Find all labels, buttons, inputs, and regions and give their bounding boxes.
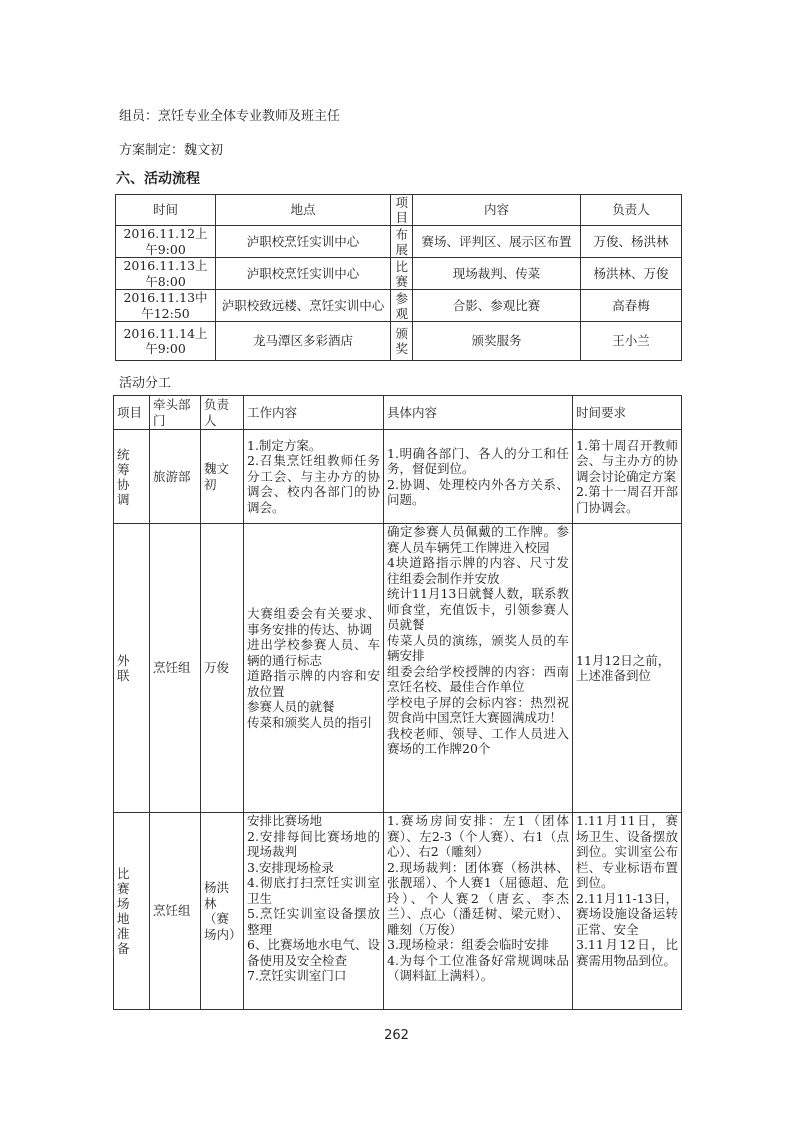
table-row bbox=[114, 430, 682, 524]
item-cell bbox=[114, 430, 150, 524]
members-line: 组员：烹饪专业全体专业教师及班主任 bbox=[119, 109, 341, 124]
header-cell: 项目 bbox=[114, 396, 150, 430]
content-cell: 赛场、评判区、展示区布置 bbox=[413, 226, 581, 258]
item-text: 统筹协调 bbox=[117, 446, 130, 507]
detail-cell: 1.明确各部门、各人的分工和任务，督促到位。 2.协调、处理校内外各方关系、问题。 bbox=[384, 430, 573, 524]
header-cell: 地点 bbox=[216, 195, 391, 226]
owner-cell: 杨洪林、万俊 bbox=[581, 258, 682, 290]
item-text: 颁奖 bbox=[395, 326, 409, 356]
duty-assignment-table bbox=[113, 395, 682, 1010]
header-cell: 时间 bbox=[116, 195, 216, 226]
time-cell: 2016.11.14上午9:00 bbox=[116, 322, 216, 361]
owner-cell: 万俊 bbox=[201, 524, 244, 813]
owner-cell: 王小兰 bbox=[581, 322, 682, 361]
item-text: 比赛 bbox=[395, 258, 409, 289]
work-cell: 大赛组委会有关要求、事务安排的传达、协调 进出学校参赛人员、车辆的通行标志 道路指示牌的内容和安放位置 参赛人员的就餐 传菜和颁奖人员的指引 bbox=[244, 524, 384, 813]
header-cell: 负责人 bbox=[201, 396, 244, 430]
time-cell: 2016.11.13上午8:00 bbox=[116, 258, 216, 290]
deadline-cell: 1.第十周召开教师会、与主办方的协调会讨论确定方案 2.第十一周召开部门协调会。 bbox=[573, 430, 682, 524]
detail-cell: 确定参赛人员佩戴的工作牌。参赛人员车辆凭工作牌进入校园 4块道路指示牌的内容、尺寸发往组委会制作并安放 统计11月13日就餐人数，联系教师食堂，充值饭卡，引领参赛人员就餐 传菜人员的演练，颁奖人员的车辆安排 组委会给学校授牌的内容：西南烹饪名校、最佳合作单位 学校电子屏的会标内容：热烈祝贺食尚中国烹饪大赛圆满成功！ 我校老师、领导、工作人员进入赛场的工作牌20个 bbox=[384, 524, 573, 813]
table-row bbox=[114, 813, 682, 1010]
deadline-cell: 1.11月11日，赛场卫生、设备摆放到位。实训室公布栏、专业标语布置到位。 2.11月11-13日，赛场设施设备运转正常、安全 3.11月12日，比赛需用物品到位。 bbox=[573, 813, 682, 1010]
header-cell: 牵头部门 bbox=[150, 396, 201, 430]
place-cell: 龙马潭区多彩酒店 bbox=[216, 322, 391, 361]
activity-flow-table bbox=[115, 194, 682, 361]
item-cell bbox=[391, 226, 413, 258]
duty-caption: 活动分工 bbox=[119, 376, 172, 391]
dept-cell: 旅游部 bbox=[150, 430, 201, 524]
item-cell bbox=[114, 524, 150, 813]
table-row bbox=[116, 290, 682, 322]
page-number: 262 bbox=[384, 1028, 409, 1043]
table-row bbox=[116, 258, 682, 290]
item-cell bbox=[391, 322, 413, 361]
work-cell: 安排比赛场地 2.安排每间比赛场地的现场裁判 3.安排现场检录 4.彻底打扫烹饪实训室卫生 5.烹饪实训室设备摆放整理 6、比赛场地水电气、设备使用及安全检查 7.烹饪实训室门口 bbox=[244, 813, 384, 1010]
table-header-row bbox=[116, 195, 682, 226]
section-heading: 六、活动流程 bbox=[116, 171, 200, 187]
item-text: 外联 bbox=[117, 653, 130, 683]
table-row bbox=[116, 226, 682, 258]
item-cell bbox=[114, 813, 150, 1010]
owner-cell: 杨洪林（赛场内） bbox=[201, 813, 244, 1010]
header-cell: 负责人 bbox=[581, 195, 682, 226]
work-cell: 1.制定方案。 2.召集烹饪组教师任务分工会、与主办方的协调会、校内各部门的协调会。 bbox=[244, 430, 384, 524]
time-cell: 2016.11.12上午9:00 bbox=[116, 226, 216, 258]
header-cell: 内容 bbox=[413, 195, 581, 226]
item-cell bbox=[391, 290, 413, 322]
table-header-row bbox=[114, 396, 682, 430]
header-cell: 时间要求 bbox=[573, 396, 682, 430]
place-cell: 泸职校烹饪实训中心 bbox=[216, 258, 391, 290]
time-cell: 2016.11.13中午12:50 bbox=[116, 290, 216, 322]
header-cell: 工作内容 bbox=[244, 396, 384, 430]
header-cell-text: 项目 bbox=[395, 195, 409, 225]
detail-cell: 1.赛场房间安排：左1（团体赛）、左2-3（个人赛）、右1（点心）、右2（雕刻） 2.现场裁判：团体赛（杨洪林、张靓瑶）、个人赛1（屈德超、危玲）、个人赛2（唐玄、李杰兰）、点心（潘廷树、梁元财）、雕刻（万俊） 3.现场检录：组委会临时安排 4.为每个工位准备好常规调味品（调料缸上满料）。 bbox=[384, 813, 573, 1010]
content-cell: 现场裁判、传菜 bbox=[413, 258, 581, 290]
table-row bbox=[114, 524, 682, 813]
deadline-cell: 11月12日之前，上述准备到位 bbox=[573, 524, 682, 813]
content-cell: 合影、参观比赛 bbox=[413, 290, 581, 322]
owner-cell: 魏文初 bbox=[201, 430, 244, 524]
owner-cell: 万俊、杨洪林 bbox=[581, 226, 682, 258]
item-text: 参观 bbox=[395, 290, 409, 321]
item-text: 布展 bbox=[395, 226, 409, 257]
item-cell bbox=[391, 258, 413, 290]
content-cell: 颁奖服务 bbox=[413, 322, 581, 361]
dept-cell: 烹饪组 bbox=[150, 524, 201, 813]
owner-cell: 高春梅 bbox=[581, 290, 682, 322]
place-cell: 泸职校烹饪实训中心 bbox=[216, 226, 391, 258]
item-text: 比赛场地准备 bbox=[117, 866, 130, 956]
place-cell: 泸职校致远楼、烹饪实训中心 bbox=[216, 290, 391, 322]
table-row bbox=[116, 322, 682, 361]
planner-line: 方案制定：魏文初 bbox=[119, 143, 224, 158]
dept-cell: 烹饪组 bbox=[150, 813, 201, 1010]
header-cell: 具体内容 bbox=[384, 396, 573, 430]
header-cell bbox=[391, 195, 413, 226]
